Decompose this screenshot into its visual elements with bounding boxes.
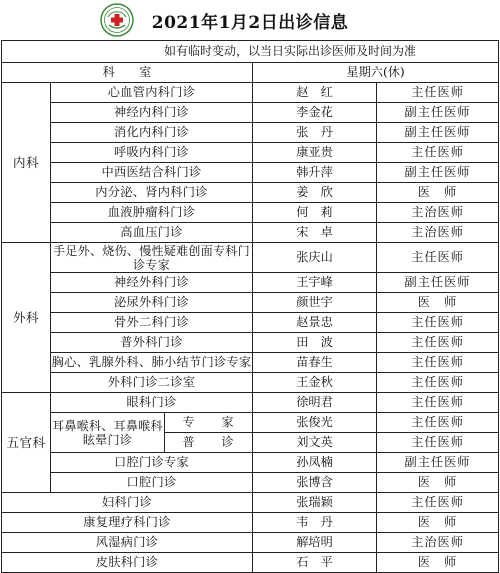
doctor-name: 张庆山 xyxy=(253,243,377,273)
ent-subtype-general: 普 诊 xyxy=(165,433,253,453)
table-row xyxy=(2,413,499,433)
doctor-title: 主任医师 xyxy=(377,393,499,413)
clinic-name: 中西医结合科门诊 xyxy=(51,163,253,183)
clinic-name: 外科门诊二诊室 xyxy=(51,373,253,393)
doctor-title: 主任医师 xyxy=(377,143,499,163)
table-row xyxy=(2,333,499,353)
doctor-title: 医 师 xyxy=(377,183,499,203)
clinic-name: 康复理疗科门诊 xyxy=(2,513,253,533)
schedule-table xyxy=(1,40,499,573)
table-row xyxy=(2,183,499,203)
table-row xyxy=(2,353,499,373)
clinic-name: 高血压门诊 xyxy=(51,223,253,243)
table-row xyxy=(2,373,499,393)
doctor-name: 石 平 xyxy=(253,553,377,573)
section-wuguanke: 五官科 xyxy=(2,393,51,493)
table-row xyxy=(2,203,499,223)
doctor-title: 副主任医师 xyxy=(377,123,499,143)
clinic-name: 普外科门诊 xyxy=(51,333,253,353)
clinic-name: 手足外、烧伤、慢性疑难创面专科门诊专家 xyxy=(51,243,253,273)
clinic-name: 泌尿外科门诊 xyxy=(51,293,253,313)
clinic-name: 风湿病门诊 xyxy=(2,533,253,553)
doctor-title: 主任医师 xyxy=(377,313,499,333)
doctor-title: 副主任医师 xyxy=(377,273,499,293)
doctor-name: 刘文英 xyxy=(253,433,377,453)
doctor-name: 李金花 xyxy=(253,103,377,123)
doctor-title: 主任医师 xyxy=(377,333,499,353)
table-row xyxy=(2,553,499,573)
clinic-name: 口腔门诊专家 xyxy=(51,453,253,473)
clinic-name: 消化内科门诊 xyxy=(51,123,253,143)
doctor-name: 张 丹 xyxy=(253,123,377,143)
doctor-name: 赵景忠 xyxy=(253,313,377,333)
clinic-name: 胸心、乳腺外科、肺小结节门诊专家 xyxy=(51,353,253,373)
section-neike: 内科 xyxy=(2,83,51,243)
table-row xyxy=(2,143,499,163)
doctor-title: 医 师 xyxy=(377,473,499,493)
doctor-title: 医 师 xyxy=(377,293,499,313)
doctor-name: 苗春生 xyxy=(253,353,377,373)
doctor-title: 医 师 xyxy=(377,513,499,533)
doctor-name: 韩升萍 xyxy=(253,163,377,183)
doctor-title: 主治医师 xyxy=(377,533,499,553)
table-row xyxy=(2,393,499,413)
doctor-name: 何 莉 xyxy=(253,203,377,223)
table-row xyxy=(2,493,499,513)
clinic-name: 内分泌、肾内科门诊 xyxy=(51,183,253,203)
doctor-name: 张博含 xyxy=(253,473,377,493)
clinic-name: 骨外二科门诊 xyxy=(51,313,253,333)
doctor-title: 副主任医师 xyxy=(377,163,499,183)
clinic-name: 心血管内科门诊 xyxy=(51,83,253,103)
table-row xyxy=(2,453,499,473)
page-header xyxy=(0,0,500,40)
doctor-name: 张俊光 xyxy=(253,413,377,433)
doctor-name: 康亚贵 xyxy=(253,143,377,163)
clinic-name: 神经内科门诊 xyxy=(51,103,253,123)
doctor-name: 颜世宇 xyxy=(253,293,377,313)
table-row xyxy=(2,243,499,273)
table-row xyxy=(2,123,499,143)
doctor-name: 韦 丹 xyxy=(253,513,377,533)
doctor-title: 主任医师 xyxy=(377,493,499,513)
table-row xyxy=(2,533,499,553)
doctor-title: 主任医师 xyxy=(377,243,499,273)
ent-subtype-expert: 专 家 xyxy=(165,413,253,433)
table-row xyxy=(2,223,499,243)
header-row xyxy=(2,63,499,83)
doctor-name: 赵 红 xyxy=(253,83,377,103)
clinic-name: 血液肿瘤科门诊 xyxy=(51,203,253,223)
doctor-name: 解培明 xyxy=(253,533,377,553)
table-row xyxy=(2,103,499,123)
section-waike: 外科 xyxy=(2,243,51,393)
clinic-name: 口腔门诊 xyxy=(51,473,253,493)
dept-header: 科 室 xyxy=(2,63,253,83)
doctor-title: 主治医师 xyxy=(377,223,499,243)
doctor-title: 副主任医师 xyxy=(377,103,499,123)
doctor-title: 主治医师 xyxy=(377,203,499,223)
clinic-name: 眼科门诊 xyxy=(51,393,253,413)
table-row xyxy=(2,293,499,313)
clinic-name: 皮肤科门诊 xyxy=(2,553,253,573)
doctor-title: 副主任医师 xyxy=(377,453,499,473)
table-row xyxy=(2,513,499,533)
page-title: 2021年1月2日出诊信息 xyxy=(151,13,349,33)
doctor-name: 孙凤楠 xyxy=(253,453,377,473)
doctor-name: 宋 卓 xyxy=(253,223,377,243)
table-row xyxy=(2,163,499,183)
doctor-title: 主任医师 xyxy=(377,433,499,453)
clinic-name: 神经外科门诊 xyxy=(51,273,253,293)
doctor-name: 王宇峰 xyxy=(253,273,377,293)
notice-text: 如有临时变动，以当日实际出诊医师及时间为准 xyxy=(2,41,499,63)
table-row xyxy=(2,473,499,493)
doctor-name: 张瑞颖 xyxy=(253,493,377,513)
table-row xyxy=(2,313,499,333)
doctor-title: 主任医师 xyxy=(377,353,499,373)
clinic-name: 呼吸内科门诊 xyxy=(51,143,253,163)
doctor-title: 主任医师 xyxy=(377,413,499,433)
doctor-title: 主任医师 xyxy=(377,373,499,393)
ent-clinic-group: 耳鼻喉科、耳鼻喉科眩晕门诊 xyxy=(51,413,165,453)
table-row xyxy=(2,83,499,103)
table-row xyxy=(2,273,499,293)
notice-row xyxy=(2,41,499,63)
doctor-name: 田 波 xyxy=(253,333,377,353)
day-header: 星期六(休) xyxy=(253,63,499,83)
doctor-title: 医 师 xyxy=(377,553,499,573)
doctor-name: 姜 欣 xyxy=(253,183,377,203)
clinic-name: 妇科门诊 xyxy=(2,493,253,513)
doctor-name: 徐明君 xyxy=(253,393,377,413)
doctor-name: 王金秋 xyxy=(253,373,377,393)
doctor-title: 主任医师 xyxy=(377,83,499,103)
